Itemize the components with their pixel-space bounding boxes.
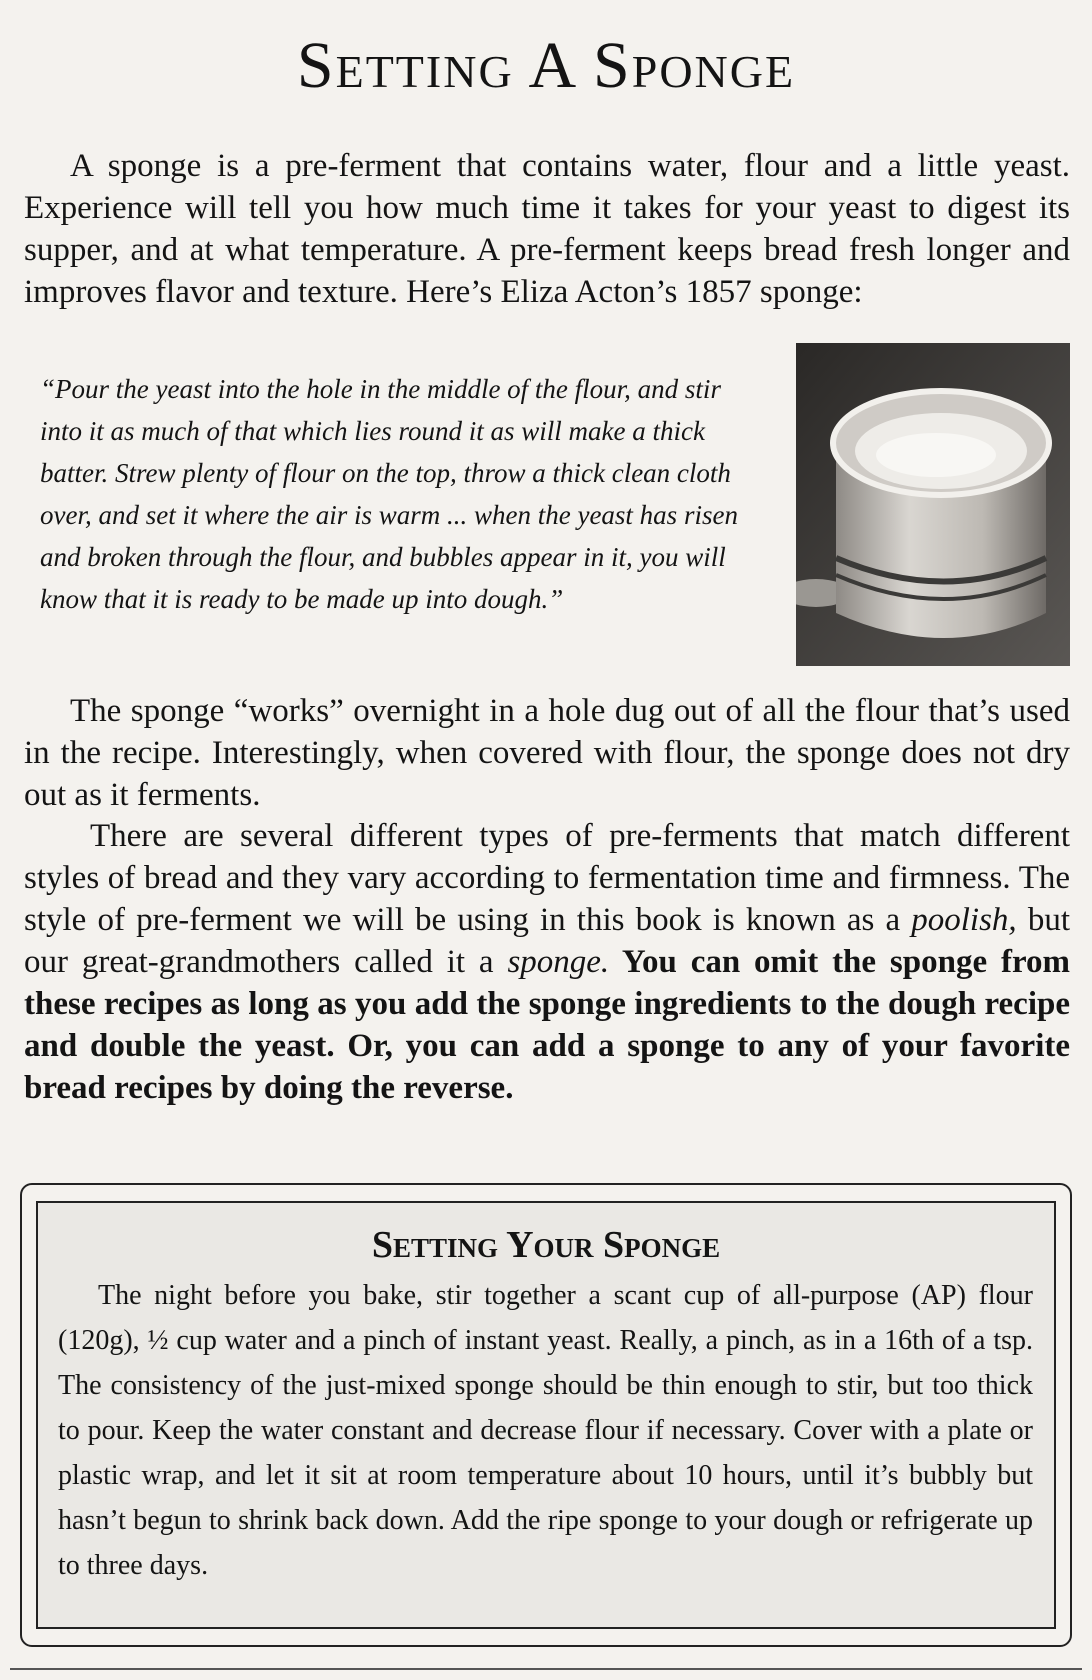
preferment-bold-note: You can omit the sponge from these recipes as long as you add the sponge ingredients to the dough recipe and double the yeast. Or, you can add a sponge to any of your favorite bread recipes by doing the reverse. bbox=[24, 944, 1070, 1106]
acton-quote: “Pour the yeast into the hole in the middle of the flour, and stir into it as much of that which lies round it as will make a thick batter. Strew plenty of flour on the top, throw a thick clean cloth over, and set it where the air is warm ... when the yeast has risen and broken through the flour, and bubbles appear in it, you will know that it is ready to be made up into dough.” bbox=[40, 374, 738, 614]
preferment-text-1: There are several different types of pre-ferments that match different styles of bread and they vary according to fermentation time and firmness. The style of pre-ferment we will be using in this book is known as a bbox=[24, 818, 1070, 938]
preferment-paragraph bbox=[24, 815, 1070, 1109]
sponge-crock-photo bbox=[796, 343, 1070, 666]
preferment-text-2: but our great-grandmothers called it a bbox=[24, 902, 1070, 980]
box-instructions: The night before you bake, stir together a scant cup of all-purpose (AP) flour (120g), ½ cup water and a pinch of instant yeast. Really, a pinch, as in a 16th of a tsp. The consistency of the just-mixed sponge should be thin enough to stir, but too thick to pour. Keep the water constant and decrease flour if necessary. Cover with a plate or plastic wrap, and let it sit at room temperature about 10 hours, until it’s bubbly but hasn’t begun to shrink back down. Add the ripe sponge to your dough or refrigerate up to three days. bbox=[58, 1280, 1033, 1581]
setting-your-sponge-box bbox=[36, 1201, 1056, 1629]
bottom-divider bbox=[10, 1668, 1082, 1670]
intro-paragraph: A sponge is a pre-ferment that contains water, flour and a little yeast. Experience will tell you how much time it takes for your yeast to digest its supper, and at what temperature. A pre-ferment keeps bread fresh longer and improves flavor and texture. Here’s Eliza Acton’s 1857 sponge: bbox=[24, 148, 1070, 310]
crock-illustration bbox=[796, 343, 1070, 666]
works-paragraph: The sponge “works” overnight in a hole dug out of all the flour that’s used in the recipe. Interestingly, when covered with flour, the sponge does not dry out as it ferments. bbox=[24, 693, 1070, 813]
sponge-term: sponge. bbox=[507, 944, 610, 980]
page-title: Setting A Sponge bbox=[296, 29, 796, 102]
box-title: Setting Your Sponge bbox=[371, 1224, 721, 1266]
poolish-term: poolish, bbox=[911, 902, 1017, 938]
